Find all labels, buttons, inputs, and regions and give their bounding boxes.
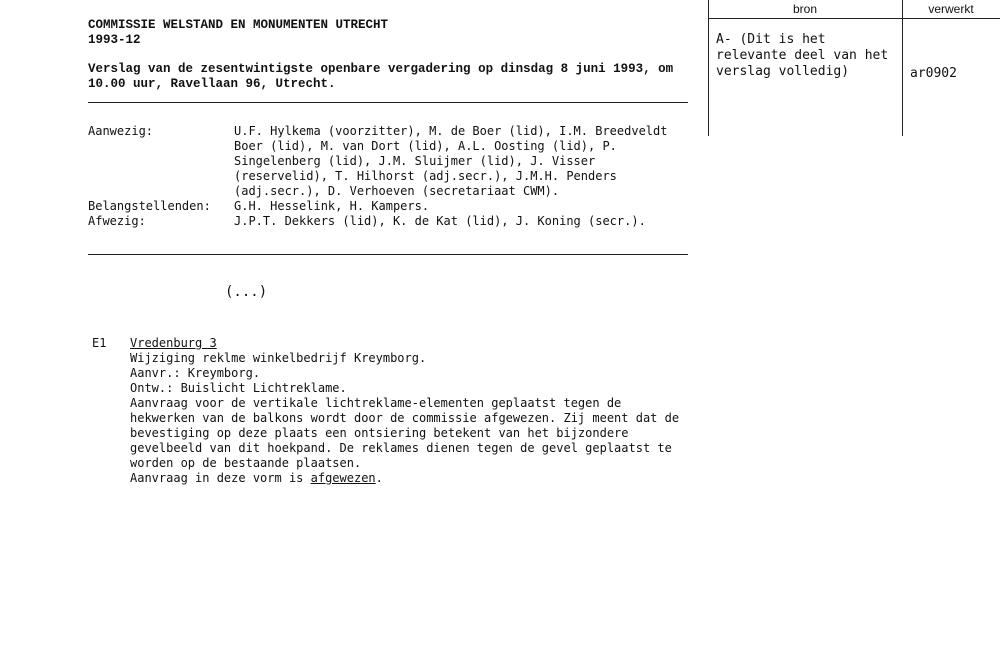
item-body bbox=[130, 336, 690, 486]
table-border-left bbox=[708, 0, 709, 136]
column-header-bron: bron bbox=[792, 2, 818, 16]
attendance-block bbox=[88, 124, 684, 229]
attendance-present bbox=[88, 124, 684, 199]
attendance-label: Afwezig: bbox=[88, 214, 146, 228]
table-border-middle bbox=[902, 0, 903, 136]
attendance-interested bbox=[88, 199, 684, 214]
item-conclusion bbox=[130, 471, 690, 486]
item-text: Aanvraag voor de vertikale lichtreklame-elementen geplaatst tegen de hekwerken van de balkons wordt door de commissie afgewezen. Zij meent dat de bevestiging op deze plaats een ontsiering betekent van het bijzondere gevelbeeld van dit hoekpand. De reklames dienen tegen de gevel geplaatst te worden op de bestaande plaatsen. bbox=[130, 396, 680, 470]
conclusion-prefix: Aanvraag in deze vorm is bbox=[130, 471, 311, 485]
divider-top bbox=[88, 102, 688, 103]
item-subject: Wijziging reklme winkelbedrijf Kreymborg. bbox=[130, 351, 427, 365]
column-header-verwerkt: verwerkt bbox=[928, 2, 974, 16]
attendance-label: Aanwezig: bbox=[88, 124, 154, 138]
attendance-value: U.F. Hylkema (voorzitter), M. de Boer (lid), I.M. Breedveldt Boer (lid), M. van Dort (lid), A.L. Oosting (lid), P. Singelenberg (lid), J.M. Sluijmer (lid), J. Visser (reservelid), T. Hilhorst (adj.secr.), J.M.H. Penders (adj.secr.), D. Verhoeven (secretariaat CWM). bbox=[234, 124, 668, 198]
attendance-value: J.P.T. Dekkers (lid), K. de Kat (lid), J. Koning (secr.). bbox=[234, 214, 646, 228]
item-address: Vredenburg 3 bbox=[130, 336, 217, 350]
source-table bbox=[708, 0, 1000, 136]
item-designer: Ontw.: Buislicht Lichtreklame. bbox=[130, 381, 347, 395]
divider-bottom bbox=[88, 254, 688, 255]
processed-code: ar0902 bbox=[910, 66, 957, 81]
source-note: A- (Dit is het relevante deel van het verslag volledig) bbox=[716, 32, 889, 79]
organization-name: COMMISSIE WELSTAND EN MONUMENTEN UTRECHT bbox=[88, 18, 389, 32]
conclusion-suffix: . bbox=[375, 471, 383, 485]
item-code: E1 bbox=[92, 336, 107, 350]
item-applicant: Aanvr.: Kreymborg. bbox=[130, 366, 261, 380]
attendance-value: G.H. Hesselink, H. Kampers. bbox=[234, 199, 430, 213]
attendance-label: Belangstellenden: bbox=[88, 199, 211, 213]
conclusion-verdict: afgewezen bbox=[310, 471, 376, 485]
omission-marker: (...) bbox=[225, 284, 268, 300]
report-title: Verslag van de zesentwintigste openbare vergadering op dinsdag 8 juni 1993, om 10.00 uur, Ravellaan 96, Utrecht. bbox=[88, 62, 674, 91]
report-number: 1993-12 bbox=[88, 33, 141, 47]
attendance-absent bbox=[88, 214, 684, 229]
table-header-rule bbox=[708, 18, 1000, 19]
